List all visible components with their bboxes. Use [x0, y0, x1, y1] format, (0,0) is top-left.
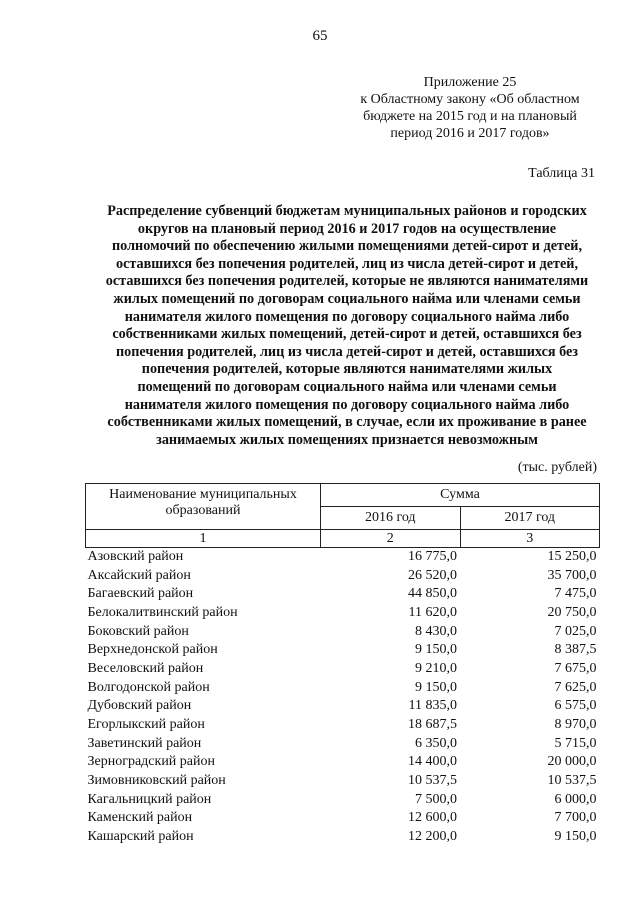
district-name: Дубовский район	[87, 698, 192, 714]
title-line: попечения родителей, которые являются нанимателями жилых	[141, 361, 553, 378]
amount-2016: 18 687,5	[408, 716, 457, 732]
column-number: 2	[321, 530, 461, 548]
amount-2017: 5 715,0	[554, 735, 597, 751]
district-name: Волгодонской район	[87, 679, 210, 695]
amount-2016: 8 430,0	[415, 623, 457, 639]
appendix-line: Приложение 25	[423, 75, 517, 90]
district-name: Зимовниковский район	[87, 772, 226, 788]
district-name: Аксайский район	[87, 567, 191, 583]
table-row	[86, 753, 600, 772]
district-name: Каменский район	[87, 810, 193, 826]
title-line: помещений по договорам социального найма или членами семьи	[137, 378, 557, 395]
amount-2016: 9 210,0	[415, 660, 457, 676]
amount-2017: 6 000,0	[554, 791, 597, 807]
table-label: Таблица 31	[528, 166, 595, 181]
title-line: собственниками жилых помещений, детей-сирот и детей, оставшихся без	[112, 326, 582, 343]
title-line: Распределение субвенций бюджетам муниципальных районов и городских	[107, 203, 587, 219]
district-name: Верхнедонской район	[87, 642, 218, 658]
amount-2017: 20 750,0	[547, 604, 597, 620]
table-row	[86, 660, 600, 679]
amount-2017: 10 537,5	[547, 772, 597, 788]
district-name: Багаевский район	[87, 586, 194, 602]
table-row	[86, 697, 600, 716]
title-line: жилых помещений по договорам социального найма или членами семьи	[113, 290, 581, 307]
appendix-line: бюджете на 2015 год и на плановый	[363, 109, 577, 124]
column-number: 3	[460, 530, 600, 548]
page-number: 65	[312, 28, 328, 44]
district-name: Азовский район	[87, 549, 184, 564]
units-label: (тыс. рублей)	[517, 460, 597, 475]
amount-2016: 44 850,0	[408, 586, 457, 602]
header-year-2017: 2017 год	[460, 507, 600, 530]
amount-2017: 8 387,5	[554, 642, 597, 658]
table-row	[86, 548, 600, 567]
amount-2017: 9 150,0	[554, 828, 597, 844]
table-row	[86, 585, 600, 604]
amount-2017: 7 025,0	[554, 623, 597, 639]
table-row	[86, 641, 600, 660]
amount-2016: 12 600,0	[408, 810, 457, 826]
amount-2016: 26 520,0	[408, 567, 457, 583]
district-name: Кагальницкий район	[87, 791, 212, 807]
amount-2016: 9 150,0	[415, 679, 457, 695]
title-line: полномочий по обеспечению жилыми помещениями детей-сирот и детей,	[111, 238, 582, 255]
title-line: собственниками жилых помещений, в случае, если их проживание в ранее	[107, 414, 587, 431]
document-title	[82, 203, 612, 449]
title-line: оставшихся без попечения родителей, которые не являются нанимателями	[105, 273, 589, 290]
district-name: Белокалитвинский район	[87, 604, 238, 620]
title-line: оставшихся без попечения родителей, лиц из числа детей-сирот и детей,	[115, 255, 579, 272]
district-name: Зерноградский район	[87, 754, 215, 770]
amount-2017: 7 675,0	[554, 660, 597, 676]
title-line: нанимателя жилого помещения по договору социального найма либо	[124, 396, 570, 413]
table-row	[86, 772, 600, 791]
amount-2017: 7 475,0	[554, 586, 597, 602]
title-line: округов на плановый период 2016 и 2017 годов на осуществление	[137, 220, 557, 237]
table-row	[86, 809, 600, 828]
table-row	[86, 791, 600, 810]
amount-2017: 7 625,0	[554, 679, 597, 695]
title-line: занимаемых жилых помещениях признается невозможным	[156, 431, 538, 448]
amount-2017: 8 970,0	[554, 716, 597, 732]
header-year-2016: 2016 год	[321, 507, 461, 530]
district-name: Кашарский район	[87, 828, 194, 844]
amount-2017: 35 700,0	[547, 567, 597, 583]
amount-2016: 11 620,0	[408, 604, 457, 620]
appendix-line: период 2016 и 2017 годов»	[390, 126, 550, 141]
district-name: Заветинский район	[87, 735, 202, 751]
table-row	[86, 604, 600, 623]
amount-2016: 9 150,0	[415, 642, 457, 658]
header-name: Наименование муниципальных образований	[86, 484, 321, 530]
district-name: Боковский район	[87, 623, 189, 639]
table-row	[86, 679, 600, 698]
table-row	[86, 828, 600, 847]
district-name: Веселовский район	[87, 660, 204, 676]
title-line: нанимателя жилого помещения по договору социального найма либо	[124, 308, 570, 325]
amount-2017: 15 250,0	[547, 549, 597, 564]
table-row	[86, 735, 600, 754]
amount-2016: 12 200,0	[408, 828, 457, 844]
amount-2016: 10 537,5	[408, 772, 457, 788]
subsidy-table	[85, 483, 600, 847]
amount-2016: 11 835,0	[408, 698, 457, 714]
amount-2016: 14 400,0	[408, 754, 457, 770]
table-row	[86, 623, 600, 642]
amount-2017: 7 700,0	[554, 810, 597, 826]
amount-2017: 6 575,0	[554, 698, 597, 714]
amount-2017: 20 000,0	[547, 754, 597, 770]
district-name: Егорлыкский район	[87, 716, 205, 732]
amount-2016: 7 500,0	[415, 791, 457, 807]
table-row	[86, 567, 600, 586]
header-sum: Сумма	[321, 484, 600, 507]
table-row	[86, 716, 600, 735]
title-line: попечения родителей, лиц из числа детей-сирот и детей, оставшихся без	[115, 343, 579, 360]
column-number: 1	[86, 530, 321, 548]
amount-2016: 6 350,0	[415, 735, 457, 751]
amount-2016: 16 775,0	[408, 549, 457, 564]
appendix-line: к Областному закону «Об областном	[360, 92, 580, 107]
appendix-block	[330, 74, 610, 142]
